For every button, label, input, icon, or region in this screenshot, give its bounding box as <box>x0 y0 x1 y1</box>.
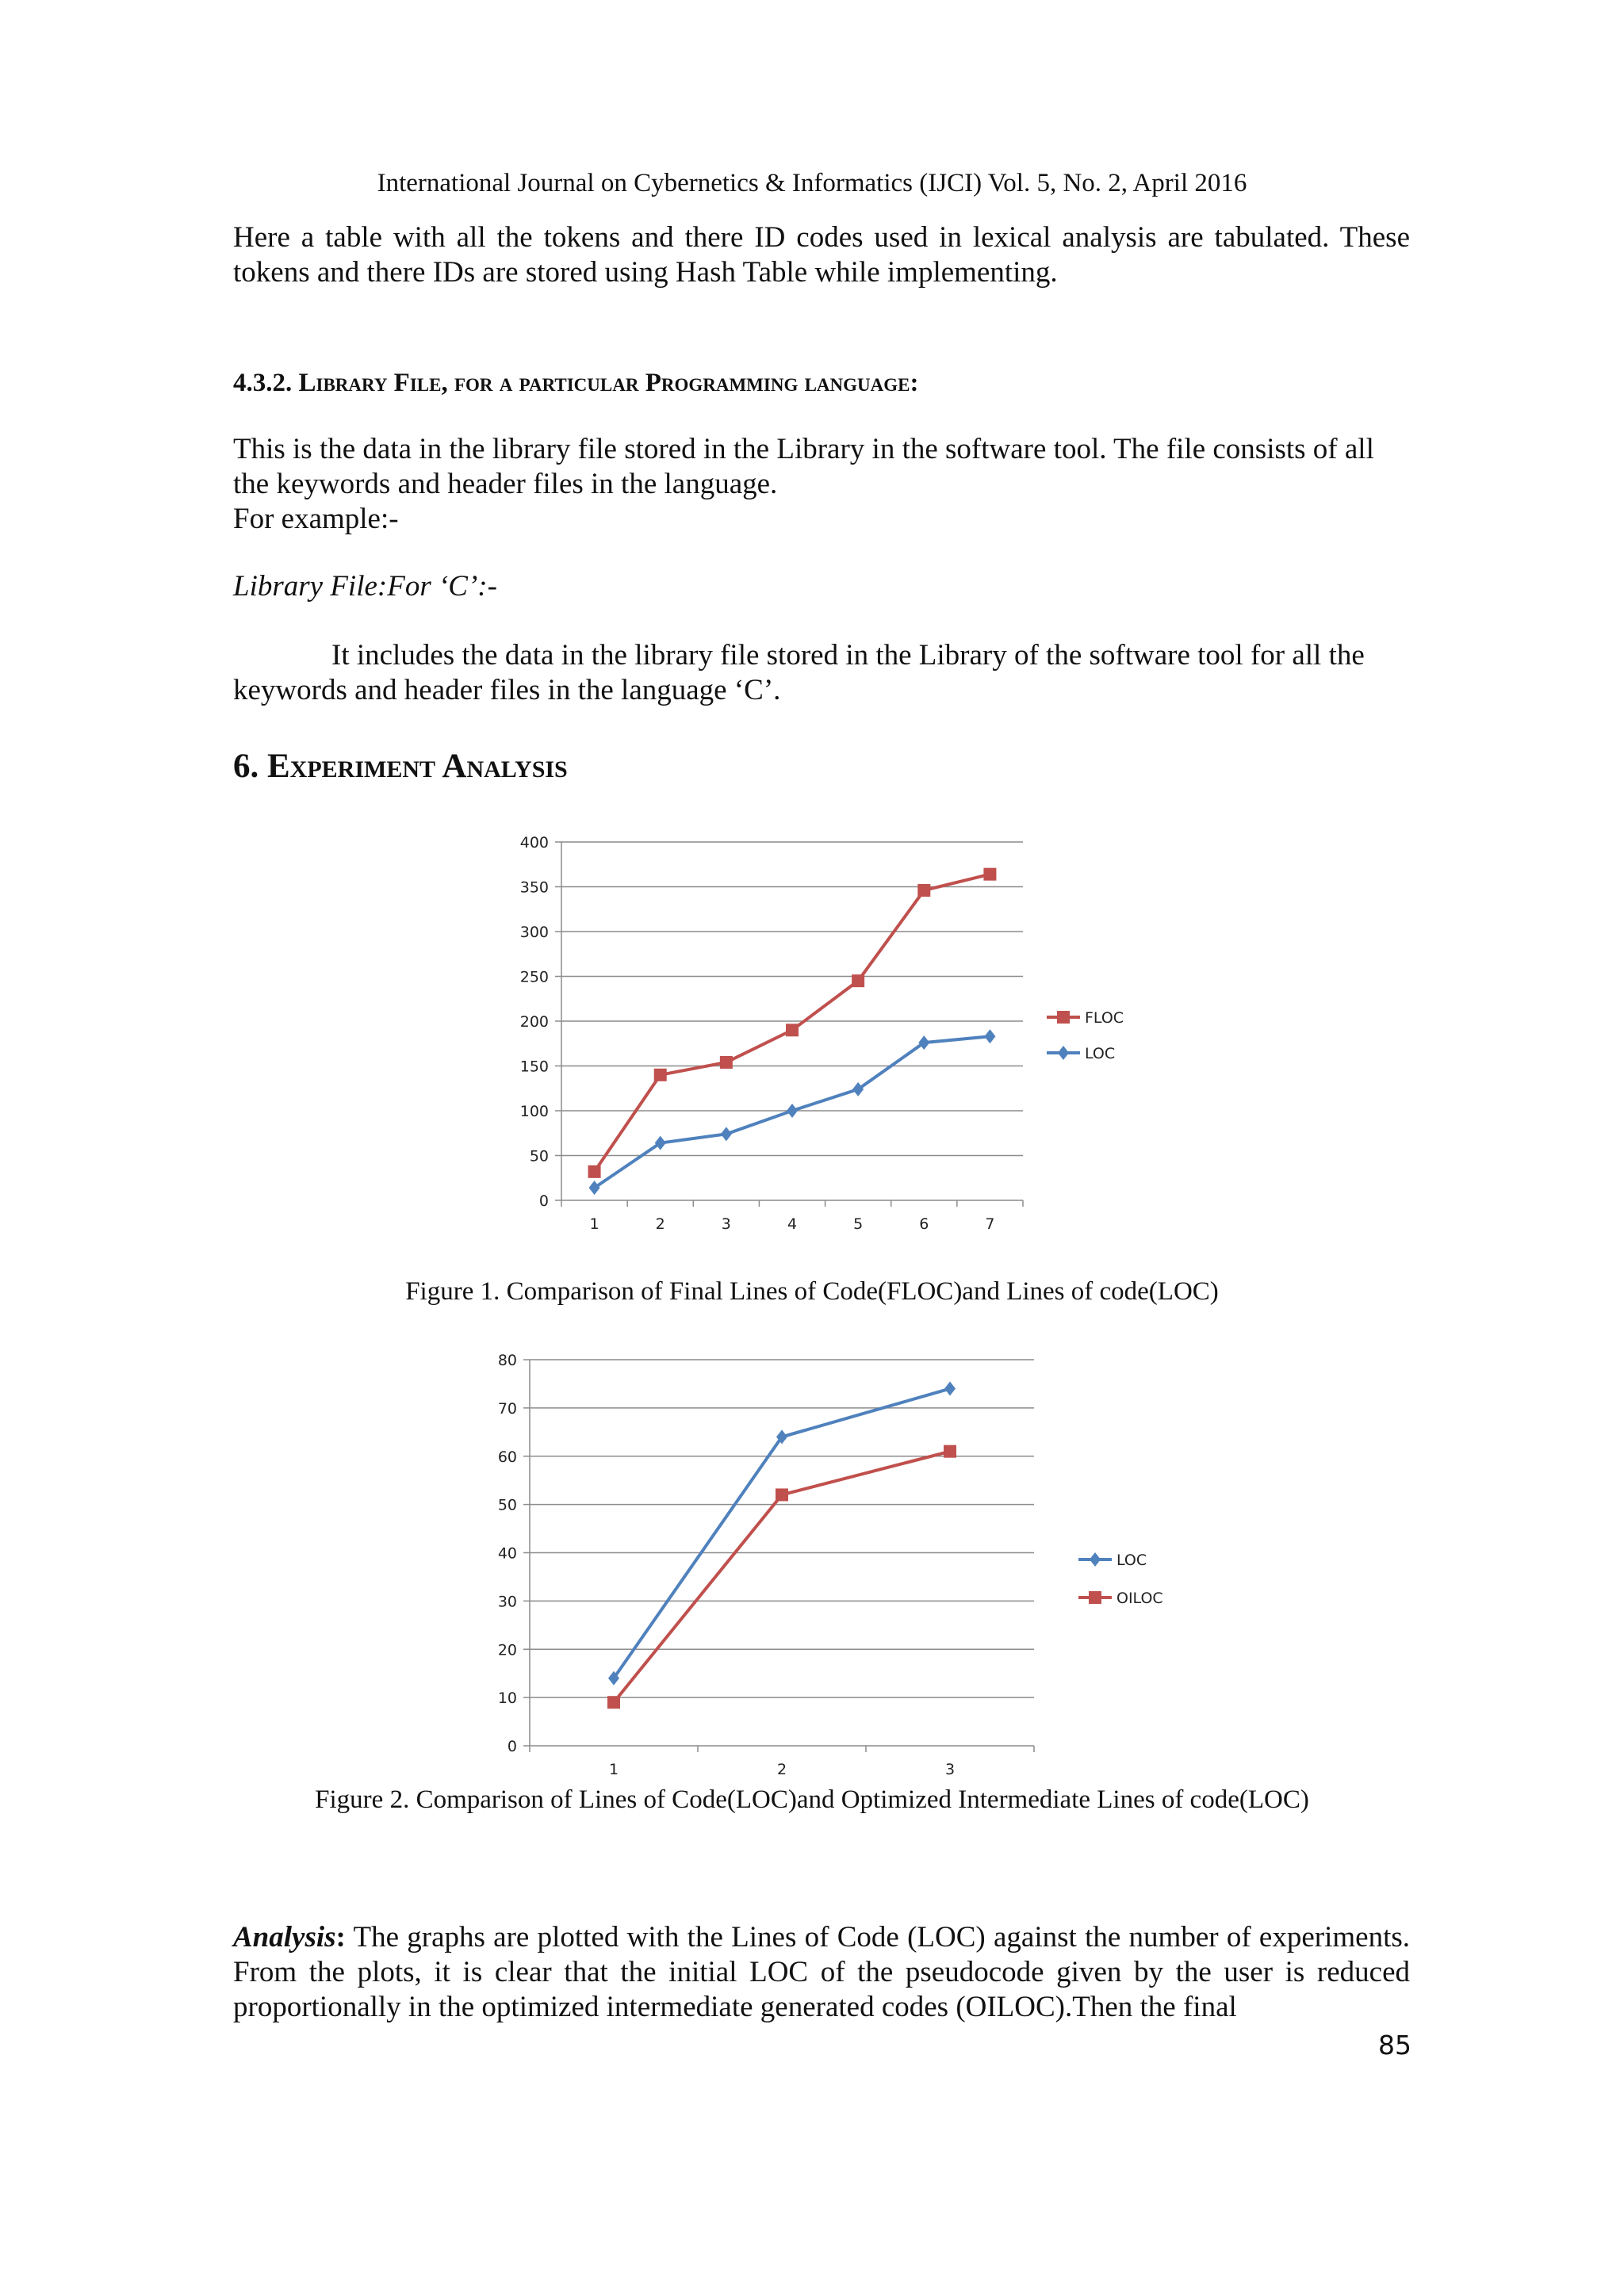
data-point-floc <box>917 884 930 897</box>
analysis-text: The graphs are plotted with the Lines of Code (LOC) against the number of experiments. From the plots, it is clear that the initial LOC of the pseudocode given by the user is reduced proportionally in the optimized intermediate generated codes (OILOC).Then the final <box>233 1921 1410 2023</box>
legend-label-floc: FLOC <box>1085 1009 1124 1027</box>
legend-marker-floc <box>1057 1011 1070 1024</box>
analysis-label: Analysis <box>233 1921 336 1954</box>
data-point-oiloc <box>776 1488 788 1501</box>
y-tick-label: 200 <box>519 1013 549 1031</box>
data-point-loc <box>721 1127 732 1141</box>
library-paragraph: This is the data in the library file stored in the Library in the software tool. The file consists of all the keywords and header files in the language. <box>233 433 1374 500</box>
data-point-loc <box>984 1029 995 1043</box>
y-tick-label: 100 <box>519 1103 549 1120</box>
data-point-floc <box>852 974 864 987</box>
series-line-floc <box>595 874 990 1172</box>
y-tick-label: 50 <box>529 1147 549 1165</box>
data-point-loc <box>852 1082 864 1096</box>
section-title: Library File, for a particular Programming language: <box>298 369 919 397</box>
data-point-loc <box>944 1382 956 1396</box>
x-tick-label: 3 <box>721 1215 731 1233</box>
library-file-label: Library File:For ‘C’:- <box>233 570 497 603</box>
y-tick-label: 250 <box>519 968 549 986</box>
page-number: 85 <box>1378 2030 1411 2061</box>
y-tick-label: 0 <box>538 1192 549 1210</box>
data-point-oiloc <box>944 1445 956 1458</box>
y-tick-label: 20 <box>497 1641 517 1659</box>
data-point-loc <box>918 1035 929 1050</box>
legend-marker-oiloc <box>1089 1591 1101 1604</box>
y-tick-label: 80 <box>497 1352 517 1369</box>
x-tick-label: 2 <box>776 1761 787 1778</box>
x-tick-label: 6 <box>919 1215 929 1233</box>
analysis-colon: : <box>335 1921 346 1954</box>
legend-marker-loc <box>1090 1552 1101 1567</box>
example-label: For example:- <box>233 503 399 535</box>
y-tick-label: 300 <box>519 924 549 941</box>
legend-marker-loc <box>1058 1046 1069 1060</box>
y-tick-label: 70 <box>497 1399 517 1418</box>
x-tick-label: 2 <box>655 1215 665 1233</box>
legend-label-oiloc: OILOC <box>1116 1590 1163 1607</box>
figure2-chart <box>476 1344 1174 1788</box>
x-tick-label: 3 <box>944 1761 956 1778</box>
data-point-floc <box>720 1056 733 1069</box>
y-tick-label: 10 <box>497 1689 517 1708</box>
x-tick-label: 1 <box>589 1215 599 1233</box>
figure2-caption: Figure 2. Comparison of Lines of Code(LOC)and Optimized Intermediate Lines of code(LOC) <box>315 1785 1309 1814</box>
data-point-loc <box>589 1181 600 1195</box>
y-tick-label: 0 <box>507 1738 517 1755</box>
data-point-floc <box>983 868 996 881</box>
y-tick-label: 50 <box>497 1496 517 1514</box>
figure1-chart <box>492 825 1142 1253</box>
legend-label-loc: LOC <box>1085 1045 1116 1062</box>
data-point-loc <box>655 1136 666 1150</box>
y-tick-label: 350 <box>519 878 549 897</box>
library-c-paragraph: It includes the data in the library file stored in the Library of the software tool for all the keywords and header files in the language ‘C’. <box>233 639 1365 706</box>
y-tick-label: 40 <box>497 1544 517 1563</box>
legend-label-loc: LOC <box>1116 1552 1147 1569</box>
data-point-floc <box>786 1024 799 1036</box>
section-4-3-2-heading <box>233 369 918 398</box>
x-tick-label: 4 <box>787 1215 798 1233</box>
x-tick-label: 7 <box>985 1215 995 1233</box>
data-point-floc <box>654 1069 667 1081</box>
section-number: 4.3.2. <box>233 369 293 397</box>
y-tick-label: 60 <box>497 1448 517 1466</box>
y-tick-label: 400 <box>519 834 549 851</box>
y-tick-label: 30 <box>497 1593 517 1611</box>
x-tick-label: 1 <box>608 1761 619 1778</box>
journal-header: International Journal on Cybernetics & Informatics (IJCI) Vol. 5, No. 2, April 2016 <box>377 169 1247 197</box>
analysis-paragraph <box>233 1920 1410 2025</box>
data-point-oiloc <box>607 1696 620 1709</box>
intro-paragraph: Here a table with all the tokens and there ID codes used in lexical analysis are tabulated. These tokens and there IDs are stored using Hash Table while implementing. <box>233 221 1410 289</box>
y-tick-label: 150 <box>519 1058 549 1076</box>
x-tick-label: 5 <box>853 1215 864 1233</box>
section-6-heading: 6. Experiment Analysis <box>233 748 568 785</box>
data-point-loc <box>787 1104 798 1118</box>
data-point-floc <box>588 1165 601 1178</box>
figure1-caption: Figure 1. Comparison of Final Lines of Code(FLOC)and Lines of code(LOC) <box>405 1277 1219 1306</box>
